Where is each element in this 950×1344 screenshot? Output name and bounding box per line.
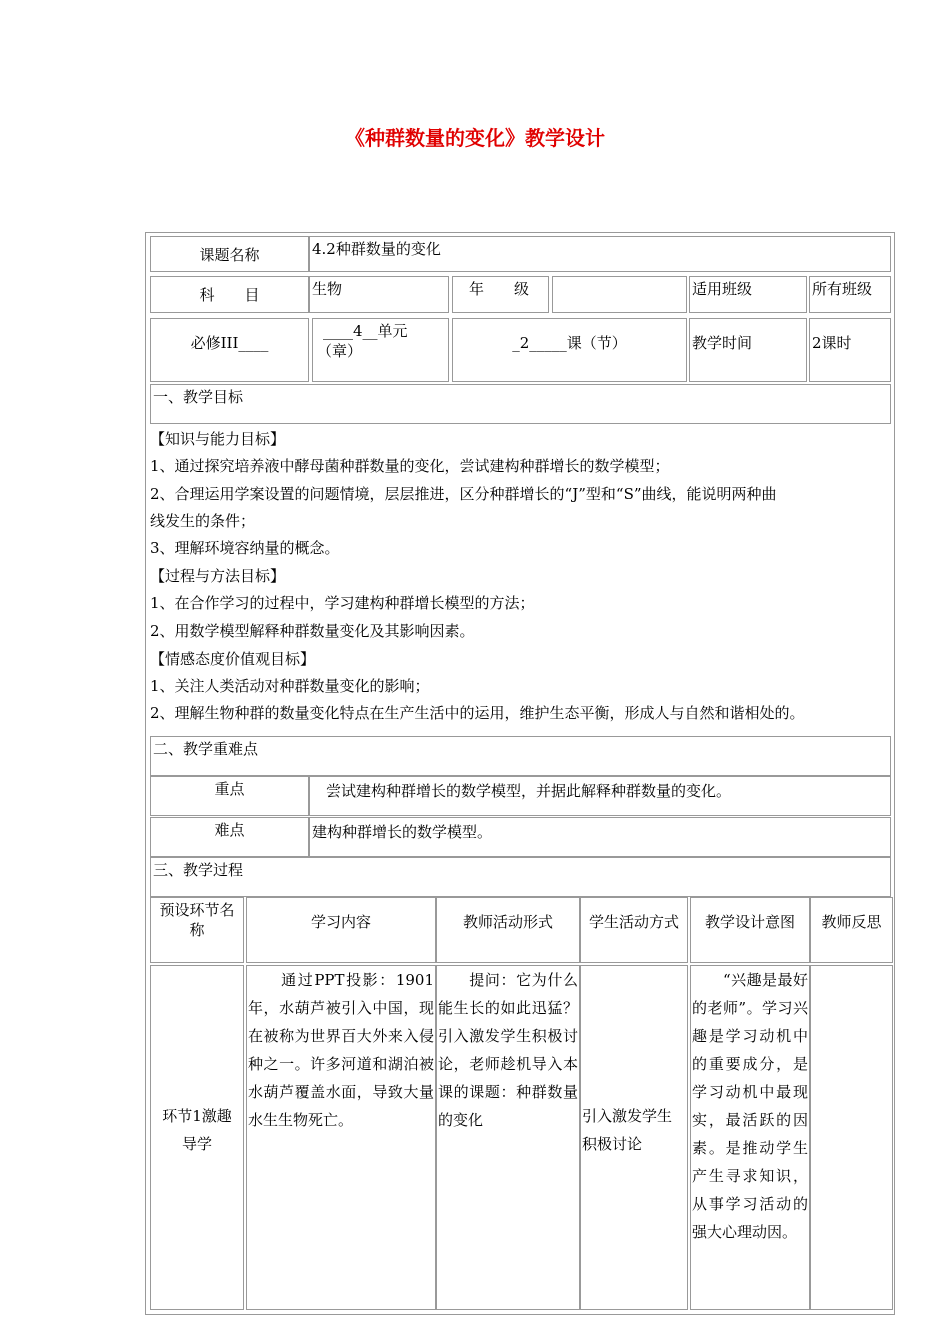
column-header-student bbox=[580, 897, 688, 963]
applicable-class-value: 所有班级 bbox=[812, 280, 873, 298]
objective-line: 【知识与能力目标】 bbox=[150, 430, 286, 448]
student-activity: 引入激发学生积极讨论 bbox=[582, 1107, 673, 1153]
grade-label-cell bbox=[452, 276, 549, 313]
subject-value-cell bbox=[309, 276, 449, 313]
lesson-label: _2_____课（节） bbox=[512, 334, 627, 352]
difficult-point-value: 建构种群增长的数学模型。 bbox=[312, 823, 493, 841]
design-intent-cell bbox=[690, 965, 810, 1310]
section2-heading-cell bbox=[150, 736, 891, 776]
course-name-value: 4.2种群数量的变化 bbox=[312, 240, 441, 258]
learning-content: 通过PPT投影：1901年，水葫芦被引入中国，现在被称为世界百大外来入侵种之一。许多河道和湖泊被水葫芦覆盖水面，导致大量水生生物死亡。 bbox=[248, 971, 434, 1129]
column-header-label: 学生活动方式 bbox=[588, 913, 679, 931]
objective-line: 【过程与方法目标】 bbox=[150, 567, 286, 585]
grade-value-cell bbox=[552, 276, 687, 313]
objective-line: 3、理解环境容纳量的概念。 bbox=[150, 539, 340, 557]
teaching-time-label: 教学时间 bbox=[692, 334, 753, 352]
reflection-cell bbox=[810, 965, 893, 1310]
section1-heading-cell bbox=[150, 384, 891, 424]
content-cell bbox=[246, 965, 436, 1310]
module-label: 必修III____ bbox=[190, 334, 269, 352]
course-name-value-cell bbox=[309, 236, 891, 272]
section2-heading: 二、教学重难点 bbox=[153, 740, 259, 758]
page-title: 《种群数量的变化》教学设计 bbox=[345, 126, 605, 150]
subject-label: 科 目 bbox=[199, 286, 260, 304]
objective-line: 线发生的条件； bbox=[150, 512, 256, 530]
teacher-activity: 提问：它为什么能生长的如此迅猛？引入激发学生积极讨论，老师趁机导入本课的课题：种群数量的变化 bbox=[438, 971, 578, 1129]
teaching-time-value: 2课时 bbox=[812, 334, 852, 352]
objective-line: 2、用数学模型解释种群数量变化及其影响因素。 bbox=[150, 622, 475, 640]
design-intent: “兴趣是最好的老师”。学习兴趣是学习动机中的重要成分，是学习动机中最现实，最活跃的因素。是推动学生产生寻求知识，从事学习活动的强大心理动因。 bbox=[692, 971, 808, 1241]
column-header-reflection bbox=[810, 897, 893, 963]
section1-heading: 一、教学目标 bbox=[153, 388, 244, 406]
key-point-label-cell bbox=[150, 776, 309, 816]
column-header-intent bbox=[690, 897, 810, 963]
applicable-class-label: 适用班级 bbox=[692, 280, 753, 298]
key-point-value-cell bbox=[309, 776, 891, 816]
objective-line: 【情感态度价值观目标】 bbox=[150, 650, 316, 668]
column-header-stage bbox=[150, 897, 244, 963]
stage-cell bbox=[150, 965, 244, 1310]
unit-cell bbox=[312, 318, 449, 382]
key-point-value: 尝试建构种群增长的数学模型，并据此解释种群数量的变化。 bbox=[326, 782, 732, 800]
subject-value: 生物 bbox=[312, 280, 343, 298]
objective-line: 1、关注人类活动对种群数量变化的影响； bbox=[150, 677, 430, 695]
unit-line-1: ____4__单元 bbox=[323, 322, 408, 340]
objective-line: 2、合理运用学案设置的问题情境，层层推进，区分种群增长的“J”型和“S”曲线，能说明两种曲 bbox=[150, 485, 777, 503]
column-header-label: 教师反思 bbox=[821, 913, 882, 931]
objective-line: 2、理解生物种群的数量变化特点在生产生活中的运用，维护生态平衡，形成人与自然和谐相处的。 bbox=[150, 704, 805, 722]
subject-label-cell bbox=[150, 276, 309, 313]
column-header-label: 学习内容 bbox=[310, 913, 371, 931]
objective-line: 1、在合作学习的过程中，学习建构种群增长模型的方法； bbox=[150, 594, 535, 612]
course-name-label: 课题名称 bbox=[199, 246, 260, 264]
objective-line: 1、通过探究培养液中酵母菌种群数量的变化，尝试建构种群增长的数学模型； bbox=[150, 457, 670, 475]
key-point-label: 重点 bbox=[214, 780, 245, 798]
column-header-teacher bbox=[436, 897, 580, 963]
column-header-label: 教师活动形式 bbox=[462, 913, 553, 931]
applicable-class-value-cell bbox=[809, 276, 891, 313]
difficult-point-label: 难点 bbox=[214, 821, 245, 839]
section3-heading-cell bbox=[150, 857, 891, 897]
module-label-cell bbox=[150, 318, 309, 382]
grade-label: 年 级 bbox=[469, 280, 530, 298]
course-name-label-cell bbox=[150, 236, 309, 272]
lesson-cell bbox=[452, 318, 687, 382]
teacher-activity-cell bbox=[436, 965, 580, 1310]
unit-line-2: （章） bbox=[317, 342, 363, 360]
column-header-label: 教学设计意图 bbox=[704, 913, 795, 931]
difficult-point-value-cell bbox=[309, 817, 891, 857]
column-header-content bbox=[246, 897, 436, 963]
stage-name: 环节1激趣导学 bbox=[162, 1107, 232, 1153]
difficult-point-label-cell bbox=[150, 817, 309, 857]
teaching-time-value-cell bbox=[809, 318, 891, 382]
student-activity-cell bbox=[580, 965, 688, 1310]
section3-heading: 三、教学过程 bbox=[153, 861, 244, 879]
teaching-time-label-cell bbox=[689, 318, 807, 382]
column-header-label: 预设环节名称 bbox=[159, 901, 235, 939]
applicable-class-label-cell bbox=[689, 276, 807, 313]
